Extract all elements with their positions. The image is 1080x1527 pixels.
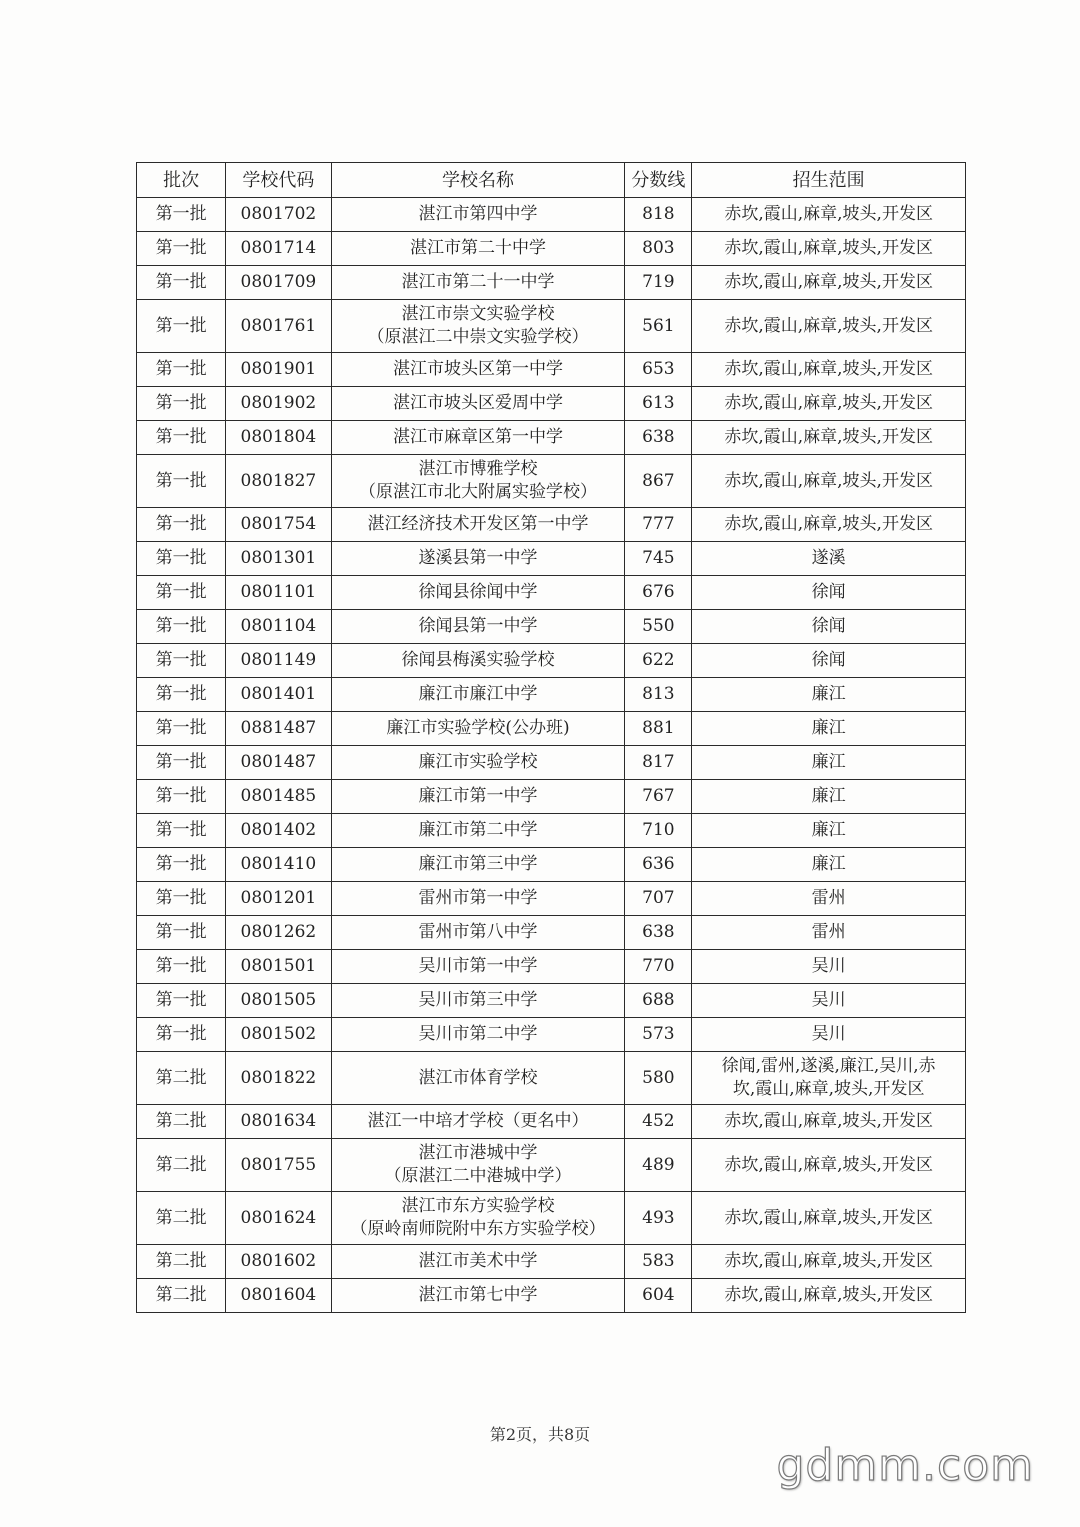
cell-school-name-line: 廉江市实验学校(公办班) [386,718,570,738]
table-row [137,1139,966,1192]
cell-school-code: 0801602 [226,1245,331,1279]
table-row [137,266,966,300]
cell-score-line: 813 [625,678,692,712]
cell-school-code: 0801301 [226,542,331,576]
cell-school-name [331,1105,625,1139]
cell-score-line: 818 [625,198,692,232]
cell-school-name-line: 湛江市第七中学 [418,1285,538,1305]
cell-batch: 第一批 [137,508,226,542]
cell-school-code: 0881487 [226,712,331,746]
cell-enrollment-range [692,421,966,455]
table-row [137,644,966,678]
cell-batch: 第一批 [137,1018,226,1052]
cell-school-name [331,780,625,814]
cell-school-name [331,916,625,950]
cell-score-line: 653 [625,353,692,387]
cell-batch: 第一批 [137,950,226,984]
cell-enrollment-range [692,1105,966,1139]
cell-enrollment-range [692,508,966,542]
cell-school-name [331,542,625,576]
cell-school-name [331,266,625,300]
cell-batch: 第一批 [137,644,226,678]
header-school-code: 学校代码 [226,163,331,198]
cell-enrollment-range-line: 赤坎,霞山,麻章,坡头,开发区 [724,204,933,224]
cell-score-line: 638 [625,421,692,455]
cell-score-line: 777 [625,508,692,542]
cell-enrollment-range [692,712,966,746]
cell-school-name-line: 徐闻县徐闻中学 [418,582,538,602]
cell-enrollment-range [692,644,966,678]
cell-batch: 第一批 [137,542,226,576]
cell-batch: 第一批 [137,746,226,780]
cell-school-name-line: 湛江市体育学校 [418,1067,538,1088]
table-row [137,1192,966,1245]
table-row [137,542,966,576]
cell-school-name-line: 廉江市第三中学 [418,854,538,874]
cell-score-line: 745 [625,542,692,576]
table-row [137,984,966,1018]
cell-school-code: 0801505 [226,984,331,1018]
table-body [137,198,966,1313]
cell-enrollment-range-line: 廉江 [811,854,846,874]
cell-batch: 第一批 [137,576,226,610]
cell-score-line: 452 [625,1105,692,1139]
table-row [137,882,966,916]
cell-school-code: 0801410 [226,848,331,882]
cell-school-code: 0801804 [226,421,331,455]
cell-school-code: 0801201 [226,882,331,916]
cell-batch: 第二批 [137,1192,226,1245]
cell-school-name [331,508,625,542]
cell-enrollment-range-line: 徐闻,雷州,遂溪,廉江,吴川,赤 [721,1056,936,1076]
cell-school-name-line: 湛江市港城中学 [418,1143,538,1163]
cell-school-name [331,746,625,780]
cell-enrollment-range [692,387,966,421]
table-row [137,1052,966,1105]
cell-enrollment-range-line: 赤坎,霞山,麻章,坡头,开发区 [724,1251,933,1271]
cell-school-name-line: （原湛江市北大附属实验学校） [359,482,597,502]
table-row [137,1105,966,1139]
cell-school-name-line: 湛江市东方实验学校 [401,1196,555,1216]
cell-school-name [331,1192,625,1245]
cell-enrollment-range-line: 赤坎,霞山,麻章,坡头,开发区 [724,272,933,292]
cell-score-line: 580 [625,1052,692,1105]
cell-score-line: 561 [625,300,692,353]
cell-enrollment-range [692,198,966,232]
cell-batch: 第一批 [137,916,226,950]
header-batch: 批次 [137,163,226,198]
cell-enrollment-range [692,1279,966,1313]
cell-enrollment-range [692,848,966,882]
cell-school-name [331,198,625,232]
cell-enrollment-range [692,882,966,916]
cell-school-name-line: 廉江市第一中学 [418,786,538,806]
cell-school-name [331,848,625,882]
cell-batch: 第一批 [137,421,226,455]
cell-enrollment-range [692,1139,966,1192]
cell-school-code: 0801709 [226,266,331,300]
cell-enrollment-range [692,916,966,950]
cell-score-line: 688 [625,984,692,1018]
cell-enrollment-range [692,678,966,712]
cell-score-line: 489 [625,1139,692,1192]
cell-score-line: 636 [625,848,692,882]
cell-enrollment-range [692,746,966,780]
cell-school-name-line: 廉江市廉江中学 [418,684,538,704]
cell-school-name [331,950,625,984]
cell-school-name [331,300,625,353]
cell-enrollment-range-line: 廉江 [811,786,846,806]
cell-batch: 第一批 [137,848,226,882]
cell-school-code: 0801262 [226,916,331,950]
cell-school-name-line: 湛江经济技术开发区第一中学 [367,514,589,534]
cell-score-line: 707 [625,882,692,916]
cell-school-code: 0801822 [226,1052,331,1105]
cell-score-line: 622 [625,644,692,678]
cell-school-name [331,814,625,848]
table-row [137,678,966,712]
cell-score-line: 493 [625,1192,692,1245]
cell-school-name [331,421,625,455]
cell-enrollment-range-line: 雷州 [811,888,846,908]
cell-enrollment-range-line: 赤坎,霞山,麻章,坡头,开发区 [724,1207,933,1228]
cell-batch: 第一批 [137,814,226,848]
cell-batch: 第一批 [137,266,226,300]
cell-enrollment-range-line: 廉江 [811,820,846,840]
cell-school-name [331,1245,625,1279]
cell-school-name-line: 雷州市第一中学 [418,888,538,908]
table-row [137,421,966,455]
table-row [137,1018,966,1052]
cell-school-name-line: 湛江市麻章区第一中学 [393,427,563,447]
cell-batch: 第一批 [137,610,226,644]
admission-score-table [136,162,966,1313]
cell-school-name-line: 湛江市第二十中学 [410,238,546,258]
cell-school-name [331,576,625,610]
cell-score-line: 767 [625,780,692,814]
cell-school-name-line: 湛江市崇文实验学校 [401,304,555,324]
cell-enrollment-range-line: 廉江 [811,752,846,772]
table-header-row [137,163,966,198]
cell-enrollment-range-line: 吴川 [811,1024,846,1044]
cell-school-name [331,882,625,916]
cell-school-code: 0801827 [226,455,331,508]
cell-school-code: 0801901 [226,353,331,387]
cell-score-line: 613 [625,387,692,421]
table-row [137,1245,966,1279]
cell-enrollment-range-line: 坎,霞山,麻章,坡头,开发区 [732,1079,925,1099]
cell-school-name-line: （原岭南师院附中东方实验学校） [350,1219,606,1239]
cell-school-name-line: 湛江市坡头区第一中学 [393,359,563,379]
table-row [137,576,966,610]
cell-batch: 第一批 [137,678,226,712]
cell-enrollment-range-line: 赤坎,霞山,麻章,坡头,开发区 [724,1285,933,1305]
cell-score-line: 604 [625,1279,692,1313]
cell-batch: 第一批 [137,780,226,814]
cell-score-line: 770 [625,950,692,984]
cell-school-name-line: 吴川市第一中学 [418,956,538,976]
cell-school-code: 0801502 [226,1018,331,1052]
cell-score-line: 676 [625,576,692,610]
cell-enrollment-range [692,1052,966,1105]
cell-school-name [331,678,625,712]
cell-school-name [331,1018,625,1052]
cell-school-code: 0801487 [226,746,331,780]
cell-school-name [331,1139,625,1192]
cell-school-code: 0801101 [226,576,331,610]
cell-school-name-line: 湛江市第二十一中学 [401,272,555,292]
cell-school-name-line: 廉江市第二中学 [418,820,538,840]
cell-school-name-line: 廉江市实验学校 [418,752,538,772]
cell-school-code: 0801624 [226,1192,331,1245]
cell-school-code: 0801702 [226,198,331,232]
cell-school-code: 0801401 [226,678,331,712]
cell-school-name-line: 湛江市第四中学 [418,204,538,224]
cell-enrollment-range [692,814,966,848]
cell-score-line: 573 [625,1018,692,1052]
cell-batch: 第一批 [137,300,226,353]
cell-school-code: 0801754 [226,508,331,542]
cell-school-name [331,610,625,644]
cell-enrollment-range-line: 赤坎,霞山,麻章,坡头,开发区 [724,1111,933,1131]
cell-school-name-line: 吴川市第二中学 [418,1024,538,1044]
cell-enrollment-range [692,455,966,508]
table-row [137,848,966,882]
cell-school-code: 0801501 [226,950,331,984]
cell-batch: 第一批 [137,455,226,508]
cell-score-line: 817 [625,746,692,780]
cell-batch: 第一批 [137,984,226,1018]
cell-enrollment-range [692,1192,966,1245]
cell-enrollment-range-line: 吴川 [811,956,846,976]
cell-enrollment-range [692,542,966,576]
cell-school-name [331,984,625,1018]
cell-batch: 第一批 [137,882,226,916]
cell-school-code: 0801902 [226,387,331,421]
cell-enrollment-range-line: 遂溪 [811,548,846,568]
cell-enrollment-range [692,984,966,1018]
cell-score-line: 867 [625,455,692,508]
cell-score-line: 550 [625,610,692,644]
cell-school-name-line: 遂溪县第一中学 [418,548,538,568]
cell-school-code: 0801149 [226,644,331,678]
cell-school-name-line: 徐闻县第一中学 [418,616,538,636]
cell-enrollment-range [692,610,966,644]
cell-score-line: 710 [625,814,692,848]
cell-enrollment-range-line: 赤坎,霞山,麻章,坡头,开发区 [724,315,933,336]
cell-enrollment-range-line: 赤坎,霞山,麻章,坡头,开发区 [724,393,933,413]
cell-enrollment-range-line: 赤坎,霞山,麻章,坡头,开发区 [724,238,933,258]
table-row [137,780,966,814]
cell-enrollment-range [692,266,966,300]
cell-school-name [331,712,625,746]
table-row [137,508,966,542]
cell-enrollment-range [692,353,966,387]
cell-school-name-line: 湛江市博雅学校 [418,459,538,479]
cell-score-line: 881 [625,712,692,746]
table-row [137,198,966,232]
cell-enrollment-range-line: 赤坎,霞山,麻章,坡头,开发区 [724,1154,933,1175]
cell-enrollment-range-line: 赤坎,霞山,麻章,坡头,开发区 [724,470,933,491]
cell-school-code: 0801485 [226,780,331,814]
table-row [137,746,966,780]
cell-enrollment-range-line: 赤坎,霞山,麻章,坡头,开发区 [724,427,933,447]
cell-enrollment-range-line: 赤坎,霞山,麻章,坡头,开发区 [724,514,933,534]
cell-enrollment-range [692,232,966,266]
cell-enrollment-range-line: 雷州 [811,922,846,942]
cell-batch: 第一批 [137,387,226,421]
cell-batch: 第二批 [137,1139,226,1192]
cell-school-name-line: （原湛江二中崇文实验学校） [367,327,589,347]
table-row [137,712,966,746]
cell-enrollment-range [692,300,966,353]
cell-school-code: 0801755 [226,1139,331,1192]
cell-score-line: 583 [625,1245,692,1279]
table-row [137,387,966,421]
cell-batch: 第一批 [137,353,226,387]
cell-enrollment-range-line: 廉江 [811,718,846,738]
cell-school-name [331,1052,625,1105]
cell-school-name [331,353,625,387]
cell-school-code: 0801714 [226,232,331,266]
watermark-logo: gdmm.com [776,1440,1034,1491]
cell-enrollment-range-line: 廉江 [811,684,846,704]
cell-school-code: 0801104 [226,610,331,644]
cell-school-code: 0801761 [226,300,331,353]
cell-enrollment-range-line: 吴川 [811,990,846,1010]
cell-school-name [331,232,625,266]
cell-school-name-line: 湛江一中培才学校（更名中） [367,1111,589,1131]
cell-school-name-line: 湛江市美术中学 [418,1251,538,1271]
page-number: 第2页，共8页 [489,1425,591,1444]
cell-school-name [331,455,625,508]
cell-score-line: 719 [625,266,692,300]
table-row [137,353,966,387]
table-row [137,455,966,508]
cell-enrollment-range [692,780,966,814]
cell-batch: 第一批 [137,712,226,746]
cell-school-name-line: 湛江市坡头区爱周中学 [393,393,563,413]
table-row [137,950,966,984]
cell-score-line: 803 [625,232,692,266]
cell-score-line: 638 [625,916,692,950]
cell-batch: 第一批 [137,232,226,266]
cell-school-name-line: 吴川市第三中学 [418,990,538,1010]
cell-school-name [331,1279,625,1313]
cell-enrollment-range [692,1018,966,1052]
table-row [137,300,966,353]
cell-batch: 第二批 [137,1279,226,1313]
header-school-name: 学校名称 [331,163,625,198]
table-row [137,610,966,644]
cell-school-code: 0801604 [226,1279,331,1313]
cell-enrollment-range-line: 徐闻 [811,582,846,602]
cell-school-name-line: 徐闻县梅溪实验学校 [401,650,555,670]
cell-batch: 第一批 [137,198,226,232]
cell-enrollment-range-line: 徐闻 [811,650,846,670]
table-row [137,916,966,950]
header-enrollment-range: 招生范围 [692,163,966,198]
table-row [137,1279,966,1313]
header-score-line: 分数线 [625,163,692,198]
cell-school-name [331,387,625,421]
cell-enrollment-range [692,1245,966,1279]
table-row [137,814,966,848]
table-row [137,232,966,266]
cell-school-code: 0801402 [226,814,331,848]
cell-batch: 第二批 [137,1052,226,1105]
cell-school-name-line: （原湛江二中港城中学） [384,1166,572,1186]
cell-enrollment-range [692,950,966,984]
cell-batch: 第二批 [137,1245,226,1279]
cell-enrollment-range-line: 赤坎,霞山,麻章,坡头,开发区 [724,359,933,379]
cell-enrollment-range-line: 徐闻 [811,616,846,636]
cell-school-code: 0801634 [226,1105,331,1139]
cell-enrollment-range [692,576,966,610]
cell-batch: 第二批 [137,1105,226,1139]
cell-school-name-line: 雷州市第八中学 [418,922,538,942]
cell-school-name [331,644,625,678]
